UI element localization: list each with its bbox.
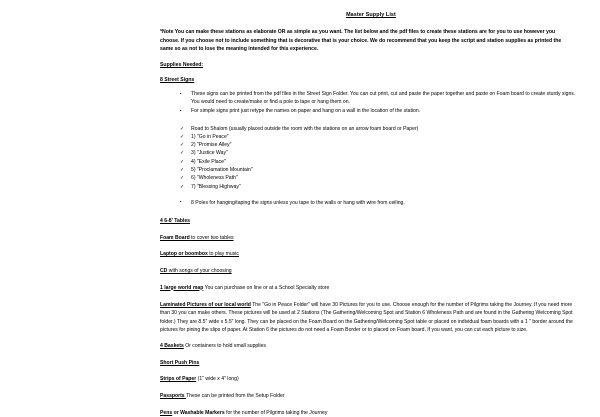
supply-item-label: Foam Board bbox=[160, 234, 190, 241]
list-item bbox=[160, 199, 581, 207]
list-item bbox=[160, 166, 582, 174]
supply-item-baskets bbox=[160, 343, 582, 351]
checkmark-icon: ✓ bbox=[180, 175, 185, 182]
checkmark-icon: ✓ bbox=[180, 133, 185, 140]
list-item-text: 3) "Justice Way" bbox=[191, 150, 228, 157]
list-item-text: Road to Shalom (usually placed outside the room with the stations on an arrow foam board or Paper) bbox=[191, 125, 419, 132]
document-content bbox=[160, 11, 582, 417]
supply-item-label: 4 6-8' Tables bbox=[160, 217, 190, 224]
supply-item-detail: to play music bbox=[207, 251, 239, 258]
checkmark-icon: ✓ bbox=[180, 125, 185, 132]
street-signs-heading: 8 Street Signs bbox=[160, 77, 195, 84]
list-item-text: 6) "Wholeness Path" bbox=[191, 175, 238, 182]
list-item bbox=[160, 158, 582, 166]
supply-item-label: Short Push Pins bbox=[160, 359, 200, 366]
list-item-text: 8 Poles for hanging/taping the signs unless you tape to the walls or hang with wire from ceiling. bbox=[191, 199, 405, 206]
checkmark-icon: ✓ bbox=[180, 142, 185, 149]
supply-item-detail: These can be printed from the Setup Folder bbox=[186, 393, 285, 400]
supply-item-detail: for the number of Pilgrims taking the Journey bbox=[224, 409, 328, 416]
checkmark-icon: ✓ bbox=[180, 158, 185, 165]
supply-item-detail: with songs of your choosing bbox=[167, 267, 232, 274]
note-paragraph: *Note You can make these stations as elaborate OR as simple as you want. The list below and the pdf files to create these stations are for you to use however you choose. If you choose not to include something that is decorative that is your choice. We do recommend that you keep the script and station supplies as printed the same so as not to lose the meaning intended for this experience. bbox=[160, 29, 562, 53]
supply-item-label: 4 Baskets bbox=[160, 343, 184, 350]
supply-item-label: Strips of Paper bbox=[160, 376, 197, 383]
square-bullet-icon: ▪ bbox=[180, 90, 182, 96]
spacer bbox=[160, 208, 582, 218]
supplies-needed-heading: Supplies Needed: bbox=[160, 62, 204, 69]
list-item bbox=[160, 141, 582, 149]
supply-item-label: Passports bbox=[160, 393, 187, 400]
supply-item-label-secondary: or Washable Markers bbox=[172, 409, 225, 416]
supply-item-cd bbox=[160, 268, 582, 276]
square-bullet-icon: ▪ bbox=[180, 107, 182, 113]
list-item-text: These signs can be printed from the pdf files in the Street Sign Folder. You can cut print, cut and paste the paper together and paste on Foam board to create sturdy signs. You would need to create/make or find a pole to tape or hang them on. bbox=[191, 91, 576, 106]
supply-item-laptop bbox=[160, 251, 582, 259]
supply-item-detail: Or containers to hold small supplies bbox=[183, 343, 266, 350]
square-bullet-icon: ▪ bbox=[180, 199, 182, 205]
street-signs-checklist bbox=[160, 125, 582, 191]
list-item bbox=[160, 133, 582, 141]
list-item-text: 4) "Exile Place" bbox=[191, 158, 226, 165]
supply-item-detail: You can purchase on line or at a School Specialty store bbox=[203, 284, 330, 291]
supply-item-detail: (1" wide x 4" long) bbox=[196, 376, 239, 383]
page-title: Master Supply List bbox=[346, 12, 396, 18]
supply-item-push-pins bbox=[160, 360, 582, 368]
list-item bbox=[160, 183, 582, 191]
supply-item-world-map bbox=[160, 285, 582, 293]
supply-item-detail: The "Go in Peace Folder" will have 30 Pictures for you to use. Choose enough for the number of Pilgrims taking the Journey. If you need more than 30 you can make others. These pictures will be used at 2 Stations (The Gathering/Welcoming Spot and Station 6 Wholeness Path and are found in the Gathering Welcoming Spot folder.) They are 8.5" wide x 5.5" long. They can be placed on the Foam Board on the Gathering/Welcoming Spot table or placed on individual foam boards with a 1 " border around the pictures for pining the slips of paper. At Station 6 the pictures do not need a Foam Border or to placed on Foam board. If you want, you can cut each picture to size. bbox=[160, 302, 573, 333]
spacer bbox=[160, 117, 582, 125]
list-item bbox=[160, 90, 581, 106]
list-item-text: 7) "Blessing Highway" bbox=[191, 183, 241, 190]
list-item-text: For simple signs print just retype the names on paper and hang on a wall in the location of the station. bbox=[191, 108, 421, 115]
supply-item-label: Pens bbox=[160, 409, 173, 416]
list-item-text: 1) "Go in Peace" bbox=[191, 133, 229, 140]
list-item bbox=[160, 149, 582, 157]
supply-item-label: Laminated Pictures of our local world bbox=[160, 302, 251, 309]
list-item bbox=[160, 125, 582, 133]
supply-item-foam-board bbox=[160, 235, 582, 243]
checkmark-icon: ✓ bbox=[180, 150, 185, 157]
list-item bbox=[160, 174, 582, 182]
list-item bbox=[160, 107, 581, 115]
checkmark-icon: ✓ bbox=[180, 167, 185, 173]
supply-item-detail: to cover two tables bbox=[189, 234, 234, 241]
supply-item-tables bbox=[160, 218, 582, 226]
list-item-text: 5) "Proclamation Mountain" bbox=[191, 167, 253, 173]
list-item-text: 2) "Promise Alley" bbox=[191, 142, 232, 149]
supply-item-label: Laptop or boombox bbox=[160, 251, 208, 258]
poles-bullet-list bbox=[160, 199, 582, 207]
supply-item-label: CD bbox=[160, 267, 168, 274]
supply-item-strips-of-paper bbox=[160, 376, 582, 384]
checkmark-icon: ✓ bbox=[180, 183, 185, 190]
spacer bbox=[160, 191, 582, 199]
supply-item-laminated-pictures bbox=[160, 301, 575, 334]
supply-item-pens bbox=[160, 410, 582, 417]
street-signs-bullet-list bbox=[160, 90, 582, 115]
supply-item-label: 1 large world map bbox=[160, 284, 204, 291]
